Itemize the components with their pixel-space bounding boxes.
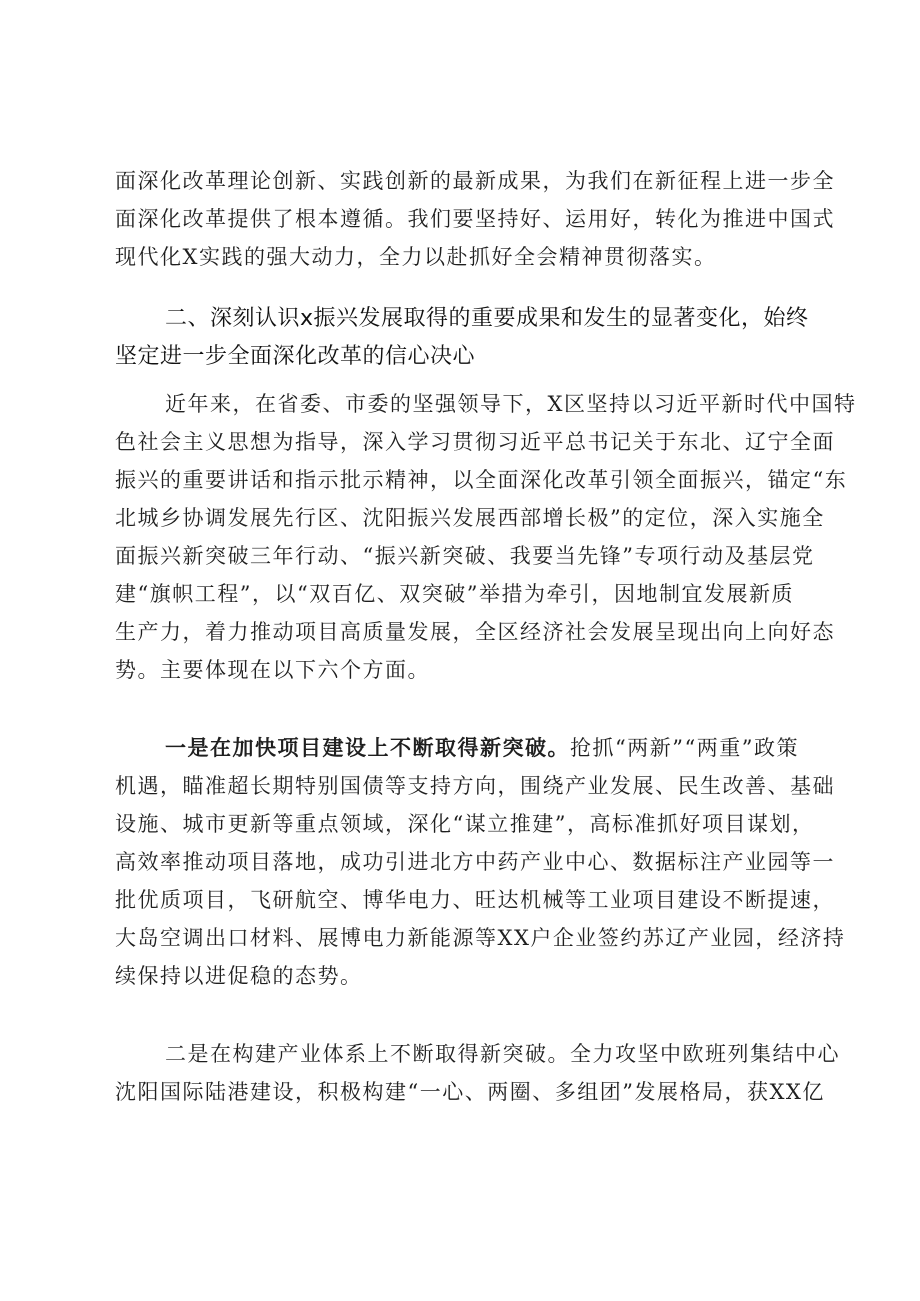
paragraph-reform-theory [115, 162, 835, 276]
text-line: 面深化改革理论创新、实践创新的最新成果，为我们在新征程上进一步全 [115, 169, 835, 193]
text-line: 面振兴新突破三年行动、“振兴新突破、我要当先锋”专项行动及基层党 [115, 544, 815, 568]
paragraph-project-construction [115, 729, 846, 995]
text-line: 色社会主义思想为指导，深入学习贯彻习近平总书记关于东北、辽宁全面 [115, 430, 835, 454]
text-line: 近年来，在省委、市委的坚强领导下，X区坚持以习近平新时代中国特 [165, 392, 857, 416]
paragraph-lead-bold: 一是在加快项目建设上不断取得新突破。 [165, 735, 570, 760]
text-line: 势。主要体现在以下六个方面。 [115, 658, 430, 682]
text-line: 高效率推动项目落地，成功引进北方中药产业中心、数据标注产业园等一 [115, 850, 835, 874]
text-line: 沈阳国际陆港建设，积极构建“一心、两圈、多组团”发展格局，获XX亿 [115, 1080, 825, 1104]
heading-line: 坚定进一步全面深化改革的信心决心 [115, 344, 476, 369]
text-line: 现代化X实践的强大动力，全力以赴抓好全会精神贯彻落实。 [115, 245, 717, 269]
paragraph-achievements [115, 385, 857, 689]
text-line: 面深化改革提供了根本遵循。我们要坚持好、运用好，转化为推进中国式 [115, 207, 835, 231]
text-line: 生产力，着力推动项目高质量发展，全区经济社会发展呈现出向上向好态 [115, 620, 835, 644]
heading-line: 二、深刻认识x振兴发展取得的重要成果和发生的显著变化，始终 [165, 306, 809, 331]
text-line: 续保持以进促稳的态势。 [115, 964, 363, 988]
text-line: 批优质项目，飞研航空、博华电力、旺达机械等工业项目建设不断提速， [115, 888, 835, 912]
text-line: 北城乡协调发展先行区、沈阳振兴发展西部增长极”的定位，深入实施全 [115, 506, 825, 530]
paragraph-industrial-system [115, 1035, 840, 1111]
text-line: 机遇，瞄准超长期特别国债等支持方向，围绕产业发展、民生改善、基础 [115, 774, 835, 798]
section-heading-2 [115, 300, 815, 376]
text-line: 设施、城市更新等重点领域，深化“谋立推建”，高标准抓好项目谋划， [115, 812, 815, 836]
text-line: 建“旗帜工程”，以“双百亿、双突破”举措为牵引，因地制宜发展新质 [115, 582, 794, 606]
text-line: 二是在构建产业体系上不断取得新突破。全力攻坚中欧班列集结中心 [165, 1042, 840, 1066]
text-line [115, 729, 815, 767]
text-line: 振兴的重要讲话和指示批示精神，以全面深化改革引领全面振兴，锚定“东 [115, 468, 848, 492]
text-line: 大岛空调出口材料、展博电力新能源等XX户企业签约苏辽产业园，经济持 [115, 926, 846, 950]
paragraph-lead-rest: 抢抓“两新”“两重”政策 [570, 736, 799, 760]
